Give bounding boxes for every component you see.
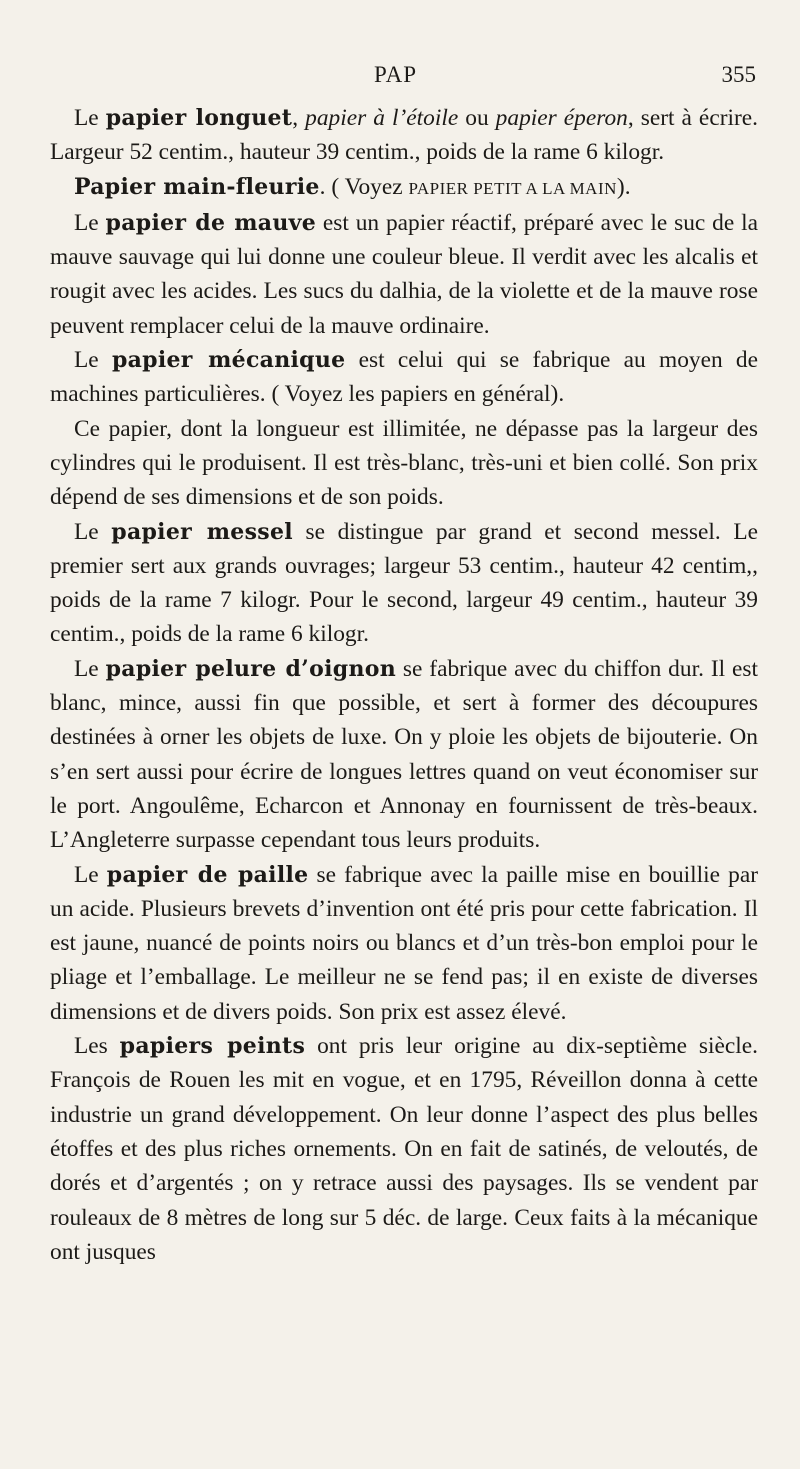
entry-term: papier longuet xyxy=(105,105,293,131)
entry-lead: Les xyxy=(74,1033,120,1060)
entry-connector: ou xyxy=(458,105,496,131)
running-head xyxy=(0,58,800,98)
entry-text: ont pris leur origine au dix-septième siècle. François de Rouen les mit en vogue, et en 1795, Réveillon donna à cette industrie un grand développement. On leur donne l’aspect des plus belles étoffes et des plus riches ornements. On en fait de satinés, de veloutés, de dorés et d’argentés ; on y retrace aussi des paysages. Ils se vendent par rouleaux de 8 mètres de long sur 5 déc. de large. Ceux faits à la mécanique ont jusques xyxy=(50,1033,758,1265)
entry-synonym: papier à l’étoile xyxy=(305,105,459,131)
entry-text: est un papier réactif, préparé avec le suc de la mauve sauvage qui lui donne une couleur bleue. Il verdit avec les alcalis et rougit avec les acides. Les sucs du dalhia, de la violette et de la mauve rose peuvent remplacer celui de la mauve ordinaire. xyxy=(50,209,758,339)
body-text xyxy=(50,101,758,1269)
entry-term: Papier main-fleurie xyxy=(74,173,320,200)
entry-term: papier messel xyxy=(111,518,293,545)
entry-papier-de-mauve xyxy=(50,206,758,343)
entry-text: Ce papier, dont la longueur est illimitée, ne dépasse pas la largeur des cylindres qui le produisent. Il est très-blanc, très-uni et bien collé. Son prix dépend de ses dimensions et de son poids. xyxy=(50,415,758,511)
entry-term: papier de paille xyxy=(106,861,309,888)
entry-lead: Le xyxy=(74,105,106,131)
entry-term: papiers peints xyxy=(119,1033,306,1060)
entry-text: . ( Voyez xyxy=(319,173,409,200)
page-number: 355 xyxy=(721,62,756,87)
entry-text: se distingue par grand et second messel. Le premier sert aux grands ouvrages; largeur 53 centim., hauteur 42 centim,, poids de la rame 7 kilogr. Pour le second, largeur 49 centim., hauteur 39 centim., poids de la rame 6 kilogr. xyxy=(50,518,758,648)
entry-synonym: papier éperon xyxy=(495,105,628,131)
entry-text: se fabrique avec du chiffon dur. Il est blanc, mince, aussi fin que possible, et sert à former des découpures destinées à orner les objets de luxe. On y ploie les objets de bijouterie. On s’en sert aussi pour écrire de longues lettres quand on veut économiser sur le port. Angoulême, Echarcon et Annonay en fournissent de très-beaux. L’Angleterre surpasse cependant tous leurs produits. xyxy=(50,655,758,854)
entry-lead: Le xyxy=(74,655,106,682)
entry-papier-messel xyxy=(50,515,758,652)
entry-term: papier mécanique xyxy=(111,347,346,374)
paragraph-ce-papier xyxy=(50,412,758,515)
entry-papier-pelure-d-oignon xyxy=(50,652,758,858)
entry-papier-main-fleurie xyxy=(50,170,758,206)
entry-lead: Le xyxy=(74,209,106,236)
entry-text: se fabrique avec la paille mise en bouillie par un acide. Plusieurs brevets d’invention ont été pris pour cette fabrication. Il est jaune, nuancé de points noirs ou blancs et d’un très-bon emploi pour le pliage et l’emballage. Le meilleur ne se fend pas; il en existe de diverses dimensions et de divers poids. Son prix est assez élevé. xyxy=(50,861,758,1025)
entry-text: , sert à écrire. Largeur 52 centim., hauteur 39 centim., poids de la rame 6 kilogr. xyxy=(50,105,759,166)
entry-term: papier de mauve xyxy=(105,209,317,236)
entry-lead: Le xyxy=(74,518,112,545)
entry-lead: Le xyxy=(74,347,112,374)
entry-papier-mecanique xyxy=(50,343,758,412)
entry-lead: Le xyxy=(74,861,107,888)
cross-reference: PAPIER PETIT A LA MAIN xyxy=(408,178,617,198)
entry-punct: , xyxy=(292,105,306,131)
entry-text: ). xyxy=(616,173,631,200)
entry-papier-de-paille xyxy=(50,858,758,1029)
entry-papiers-peints xyxy=(50,1029,758,1269)
entry-term: papier pelure d’oignon xyxy=(105,655,397,682)
head-word: PAP xyxy=(374,62,418,87)
entry-papier-longuet xyxy=(50,101,758,170)
entry-text: est celui qui se fabrique au moyen de machines particulières. ( Voyez les papiers en général). xyxy=(50,347,758,408)
